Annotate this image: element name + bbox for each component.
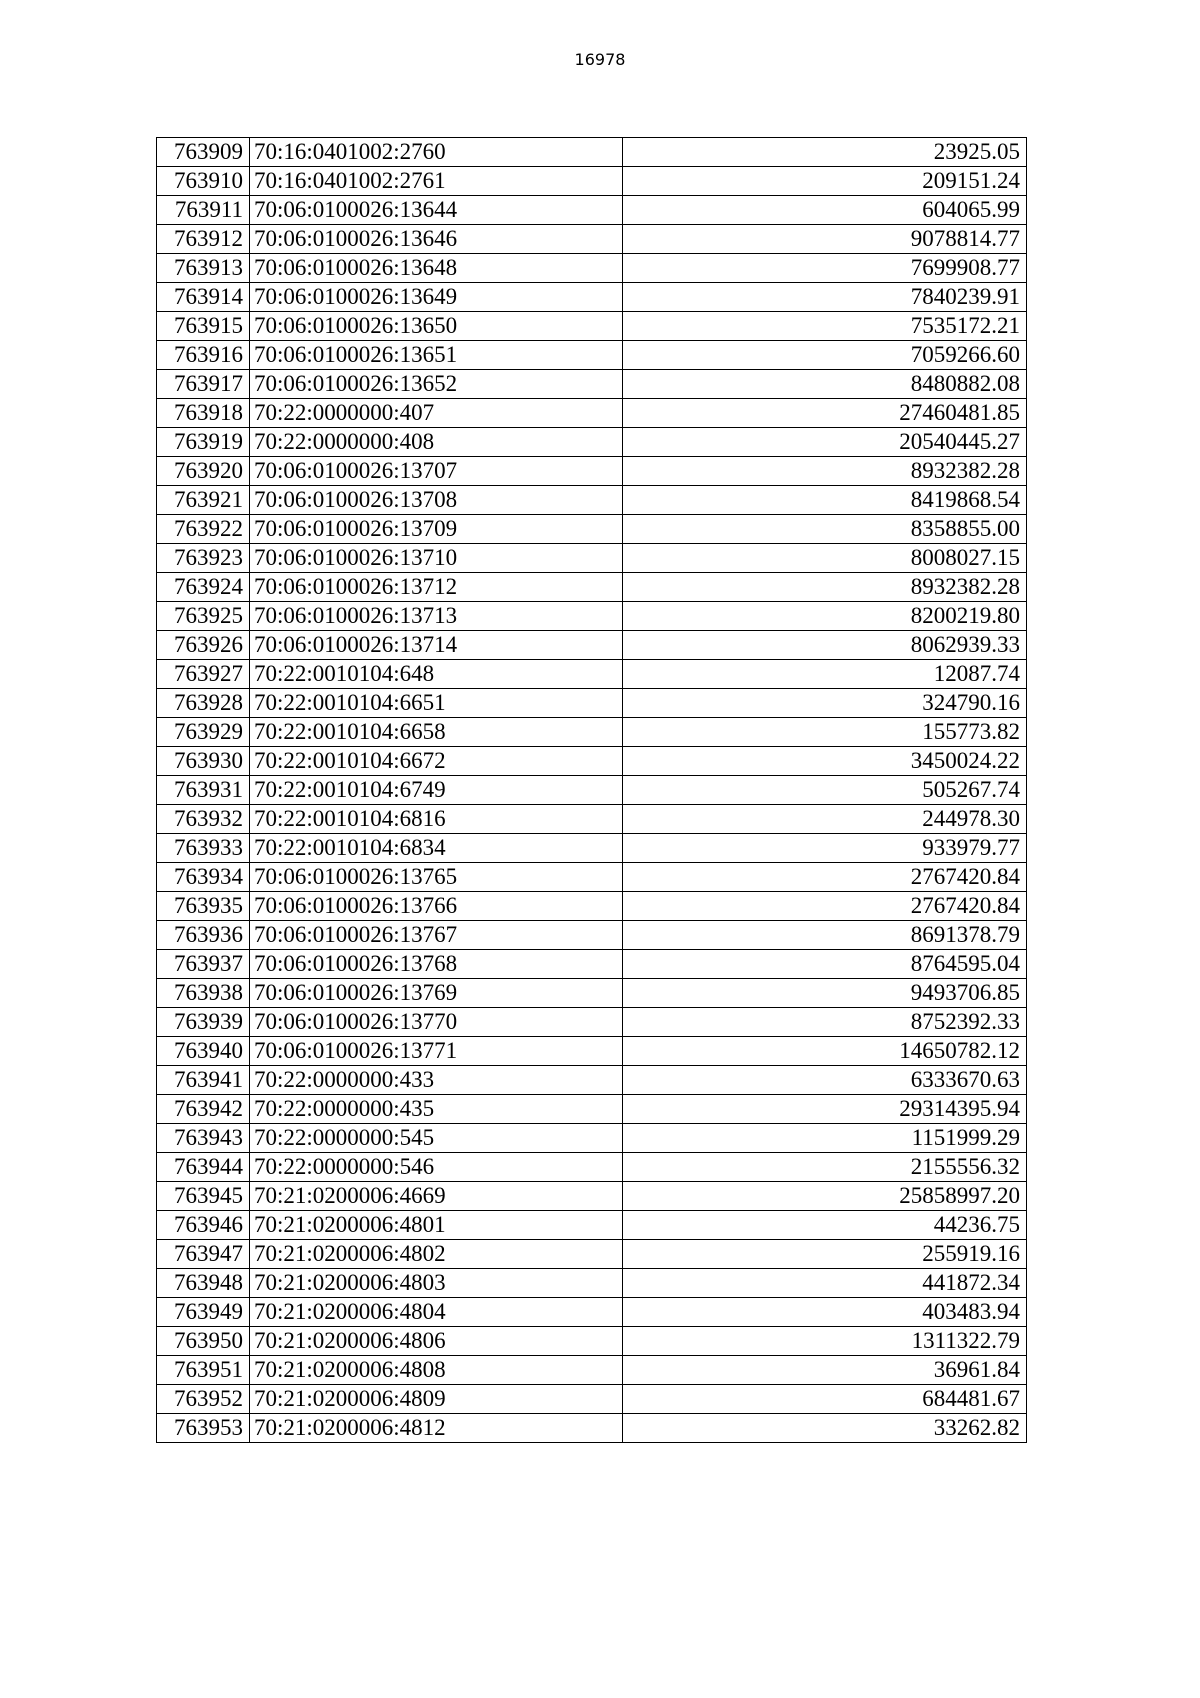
value-cell: 8691378.79 <box>623 921 1027 950</box>
row-number-cell: 763923 <box>157 544 250 573</box>
table-row <box>157 689 1027 718</box>
row-number-cell: 763937 <box>157 950 250 979</box>
table-row <box>157 138 1027 167</box>
table-row <box>157 979 1027 1008</box>
table-row <box>157 1269 1027 1298</box>
row-number-cell: 763916 <box>157 341 250 370</box>
cadastral-number-cell: 70:06:0100026:13768 <box>250 950 623 979</box>
value-cell: 9493706.85 <box>623 979 1027 1008</box>
row-number-cell: 763934 <box>157 863 250 892</box>
row-number-cell: 763945 <box>157 1182 250 1211</box>
value-cell: 36961.84 <box>623 1356 1027 1385</box>
table-row <box>157 544 1027 573</box>
row-number-cell: 763918 <box>157 399 250 428</box>
table-row <box>157 631 1027 660</box>
table-row <box>157 428 1027 457</box>
table-row <box>157 486 1027 515</box>
table-row <box>157 660 1027 689</box>
cadastral-number-cell: 70:22:0010104:6816 <box>250 805 623 834</box>
value-cell: 8764595.04 <box>623 950 1027 979</box>
row-number-cell: 763917 <box>157 370 250 399</box>
cadastral-number-cell: 70:22:0000000:407 <box>250 399 623 428</box>
table-row <box>157 1124 1027 1153</box>
cadastral-number-cell: 70:22:0000000:546 <box>250 1153 623 1182</box>
value-cell: 8200219.80 <box>623 602 1027 631</box>
row-number-cell: 763921 <box>157 486 250 515</box>
cadastral-number-cell: 70:06:0100026:13765 <box>250 863 623 892</box>
table-row <box>157 776 1027 805</box>
value-cell: 8062939.33 <box>623 631 1027 660</box>
value-cell: 155773.82 <box>623 718 1027 747</box>
value-cell: 324790.16 <box>623 689 1027 718</box>
row-number-cell: 763936 <box>157 921 250 950</box>
cadastral-number-cell: 70:21:0200006:4812 <box>250 1414 623 1443</box>
value-cell: 12087.74 <box>623 660 1027 689</box>
row-number-cell: 763933 <box>157 834 250 863</box>
table-row <box>157 921 1027 950</box>
cadastral-number-cell: 70:06:0100026:13714 <box>250 631 623 660</box>
row-number-cell: 763913 <box>157 254 250 283</box>
table-row <box>157 805 1027 834</box>
cadastral-number-cell: 70:06:0100026:13710 <box>250 544 623 573</box>
row-number-cell: 763922 <box>157 515 250 544</box>
row-number-cell: 763928 <box>157 689 250 718</box>
cadastral-number-cell: 70:21:0200006:4806 <box>250 1327 623 1356</box>
value-cell: 7535172.21 <box>623 312 1027 341</box>
value-cell: 244978.30 <box>623 805 1027 834</box>
row-number-cell: 763912 <box>157 225 250 254</box>
cadastral-number-cell: 70:22:0000000:435 <box>250 1095 623 1124</box>
value-cell: 29314395.94 <box>623 1095 1027 1124</box>
value-cell: 2767420.84 <box>623 892 1027 921</box>
cadastral-number-cell: 70:06:0100026:13650 <box>250 312 623 341</box>
table-row <box>157 1095 1027 1124</box>
row-number-cell: 763930 <box>157 747 250 776</box>
value-cell: 7059266.60 <box>623 341 1027 370</box>
value-cell: 3450024.22 <box>623 747 1027 776</box>
table-row <box>157 1240 1027 1269</box>
table-row <box>157 573 1027 602</box>
row-number-cell: 763941 <box>157 1066 250 1095</box>
value-cell: 8932382.28 <box>623 573 1027 602</box>
value-cell: 9078814.77 <box>623 225 1027 254</box>
cadastral-number-cell: 70:16:0401002:2761 <box>250 167 623 196</box>
value-cell: 505267.74 <box>623 776 1027 805</box>
value-cell: 8480882.08 <box>623 370 1027 399</box>
value-cell: 2767420.84 <box>623 863 1027 892</box>
cadastral-number-cell: 70:22:0010104:6651 <box>250 689 623 718</box>
row-number-cell: 763924 <box>157 573 250 602</box>
cadastral-number-cell: 70:22:0000000:545 <box>250 1124 623 1153</box>
table-row <box>157 1182 1027 1211</box>
row-number-cell: 763932 <box>157 805 250 834</box>
row-number-cell: 763920 <box>157 457 250 486</box>
row-number-cell: 763952 <box>157 1385 250 1414</box>
table-row <box>157 863 1027 892</box>
table-row <box>157 457 1027 486</box>
cadastral-number-cell: 70:21:0200006:4803 <box>250 1269 623 1298</box>
cadastral-number-cell: 70:22:0000000:408 <box>250 428 623 457</box>
value-cell: 8419868.54 <box>623 486 1027 515</box>
table-row <box>157 1385 1027 1414</box>
value-cell: 8358855.00 <box>623 515 1027 544</box>
table-row <box>157 167 1027 196</box>
table-row <box>157 283 1027 312</box>
row-number-cell: 763942 <box>157 1095 250 1124</box>
value-cell: 255919.16 <box>623 1240 1027 1269</box>
table-row <box>157 602 1027 631</box>
value-cell: 44236.75 <box>623 1211 1027 1240</box>
row-number-cell: 763939 <box>157 1008 250 1037</box>
value-cell: 27460481.85 <box>623 399 1027 428</box>
table-row <box>157 225 1027 254</box>
table-row <box>157 718 1027 747</box>
row-number-cell: 763951 <box>157 1356 250 1385</box>
row-number-cell: 763938 <box>157 979 250 1008</box>
value-cell: 7840239.91 <box>623 283 1027 312</box>
table-row <box>157 1037 1027 1066</box>
cadastral-number-cell: 70:21:0200006:4669 <box>250 1182 623 1211</box>
row-number-cell: 763950 <box>157 1327 250 1356</box>
cadastral-number-cell: 70:21:0200006:4802 <box>250 1240 623 1269</box>
table-row <box>157 1356 1027 1385</box>
cadastral-number-cell: 70:22:0010104:6658 <box>250 718 623 747</box>
table-row <box>157 1066 1027 1095</box>
page-number: 16978 <box>574 50 626 69</box>
table-row <box>157 1211 1027 1240</box>
row-number-cell: 763946 <box>157 1211 250 1240</box>
row-number-cell: 763914 <box>157 283 250 312</box>
cadastral-number-cell: 70:06:0100026:13766 <box>250 892 623 921</box>
cadastral-number-cell: 70:22:0010104:648 <box>250 660 623 689</box>
table-row <box>157 950 1027 979</box>
value-cell: 20540445.27 <box>623 428 1027 457</box>
value-cell: 2155556.32 <box>623 1153 1027 1182</box>
value-cell: 933979.77 <box>623 834 1027 863</box>
value-cell: 209151.24 <box>623 167 1027 196</box>
value-cell: 7699908.77 <box>623 254 1027 283</box>
row-number-cell: 763919 <box>157 428 250 457</box>
row-number-cell: 763949 <box>157 1298 250 1327</box>
cadastral-number-cell: 70:21:0200006:4804 <box>250 1298 623 1327</box>
cadastral-number-cell: 70:21:0200006:4808 <box>250 1356 623 1385</box>
cadastral-number-cell: 70:06:0100026:13712 <box>250 573 623 602</box>
table-row <box>157 1153 1027 1182</box>
cadastral-number-cell: 70:06:0100026:13646 <box>250 225 623 254</box>
row-number-cell: 763925 <box>157 602 250 631</box>
cadastral-number-cell: 70:06:0100026:13649 <box>250 283 623 312</box>
row-number-cell: 763929 <box>157 718 250 747</box>
cadastral-number-cell: 70:06:0100026:13648 <box>250 254 623 283</box>
cadastral-number-cell: 70:06:0100026:13713 <box>250 602 623 631</box>
value-cell: 25858997.20 <box>623 1182 1027 1211</box>
table-row <box>157 515 1027 544</box>
value-cell: 403483.94 <box>623 1298 1027 1327</box>
row-number-cell: 763915 <box>157 312 250 341</box>
table-row <box>157 834 1027 863</box>
row-number-cell: 763953 <box>157 1414 250 1443</box>
table-row <box>157 370 1027 399</box>
row-number-cell: 763931 <box>157 776 250 805</box>
table-body <box>157 138 1027 1443</box>
row-number-cell: 763947 <box>157 1240 250 1269</box>
cadastral-number-cell: 70:06:0100026:13709 <box>250 515 623 544</box>
table-row <box>157 1298 1027 1327</box>
cadastral-number-cell: 70:21:0200006:4801 <box>250 1211 623 1240</box>
cadastral-number-cell: 70:06:0100026:13767 <box>250 921 623 950</box>
row-number-cell: 763944 <box>157 1153 250 1182</box>
value-cell: 33262.82 <box>623 1414 1027 1443</box>
table-row <box>157 1008 1027 1037</box>
value-cell: 1311322.79 <box>623 1327 1027 1356</box>
row-number-cell: 763940 <box>157 1037 250 1066</box>
row-number-cell: 763911 <box>157 196 250 225</box>
table-row <box>157 341 1027 370</box>
cadastral-number-cell: 70:06:0100026:13651 <box>250 341 623 370</box>
cadastral-number-cell: 70:06:0100026:13707 <box>250 457 623 486</box>
table-row <box>157 892 1027 921</box>
value-cell: 441872.34 <box>623 1269 1027 1298</box>
cadastral-number-cell: 70:22:0000000:433 <box>250 1066 623 1095</box>
cadastral-number-cell: 70:16:0401002:2760 <box>250 138 623 167</box>
cadastral-number-cell: 70:06:0100026:13644 <box>250 196 623 225</box>
cadastral-number-cell: 70:21:0200006:4809 <box>250 1385 623 1414</box>
value-cell: 14650782.12 <box>623 1037 1027 1066</box>
row-number-cell: 763948 <box>157 1269 250 1298</box>
value-cell: 1151999.29 <box>623 1124 1027 1153</box>
value-cell: 23925.05 <box>623 138 1027 167</box>
row-number-cell: 763909 <box>157 138 250 167</box>
table-row <box>157 254 1027 283</box>
cadastral-number-cell: 70:22:0010104:6672 <box>250 747 623 776</box>
data-table <box>156 137 1027 1443</box>
table-row <box>157 196 1027 225</box>
row-number-cell: 763926 <box>157 631 250 660</box>
cadastral-number-cell: 70:22:0010104:6749 <box>250 776 623 805</box>
value-cell: 6333670.63 <box>623 1066 1027 1095</box>
cadastral-number-cell: 70:06:0100026:13708 <box>250 486 623 515</box>
row-number-cell: 763935 <box>157 892 250 921</box>
value-cell: 8752392.33 <box>623 1008 1027 1037</box>
value-cell: 8932382.28 <box>623 457 1027 486</box>
cadastral-number-cell: 70:06:0100026:13771 <box>250 1037 623 1066</box>
cadastral-number-cell: 70:06:0100026:13652 <box>250 370 623 399</box>
row-number-cell: 763943 <box>157 1124 250 1153</box>
value-cell: 8008027.15 <box>623 544 1027 573</box>
cadastral-number-cell: 70:06:0100026:13769 <box>250 979 623 1008</box>
cadastral-number-cell: 70:22:0010104:6834 <box>250 834 623 863</box>
table-row <box>157 1414 1027 1443</box>
table-row <box>157 1327 1027 1356</box>
value-cell: 604065.99 <box>623 196 1027 225</box>
table-row <box>157 312 1027 341</box>
value-cell: 684481.67 <box>623 1385 1027 1414</box>
cadastral-number-cell: 70:06:0100026:13770 <box>250 1008 623 1037</box>
row-number-cell: 763927 <box>157 660 250 689</box>
row-number-cell: 763910 <box>157 167 250 196</box>
table-row <box>157 399 1027 428</box>
table-row <box>157 747 1027 776</box>
